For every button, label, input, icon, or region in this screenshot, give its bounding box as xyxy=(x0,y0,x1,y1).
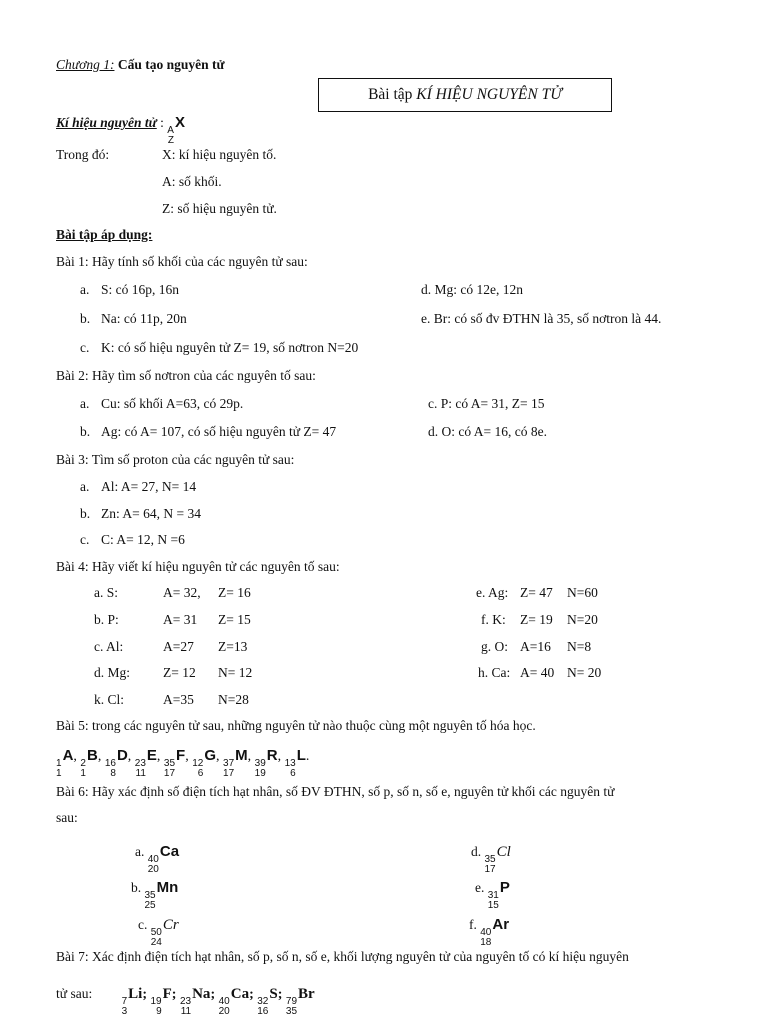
mass-number-letter: A xyxy=(167,125,174,136)
bai6-item xyxy=(135,840,179,875)
bai6-item xyxy=(475,876,510,911)
bai2-item: a. xyxy=(80,396,90,411)
bai6-marker: f. xyxy=(469,917,477,932)
separator: , xyxy=(73,749,81,764)
bai5-title: Bài 5: trong các nguyên tử sau, những nguyên tử nào thuộc cùng một nguyên tố hóa học. xyxy=(56,718,536,733)
box-title-prefix: Bài tập xyxy=(368,86,417,103)
separator: , xyxy=(185,749,193,764)
bai3-item: a. xyxy=(80,479,90,494)
bai4-cell: N= 12 xyxy=(218,665,253,680)
bai4-cell: Z= 15 xyxy=(218,612,251,627)
bai2-item: c. P: có A= 31, Z= 15 xyxy=(428,396,545,411)
bai2-item-text: Ag: có A= 107, có số hiệu nguyên tử Z= 47 xyxy=(101,424,337,439)
atomic-number-letter: Z xyxy=(167,135,174,146)
bai2-title: Bài 2: Hãy tìm số nơtron của các nguyên tố sau: xyxy=(56,368,316,383)
bai6-marker: a. xyxy=(135,844,145,859)
nuclide-cl: 35 17 Cl xyxy=(484,844,511,875)
bai6-marker: d. xyxy=(471,844,482,859)
bai6-item xyxy=(131,876,178,911)
box-title-emph: KÍ HIỆU NGUYÊN TỬ xyxy=(416,86,562,103)
bai6-marker: b. xyxy=(131,880,142,895)
bai6-item xyxy=(471,840,511,875)
bai4-cell: e. Ag: xyxy=(476,585,509,600)
bai6-item xyxy=(469,913,509,948)
bai2-item: d. O: có A= 16, có 8e. xyxy=(428,424,547,439)
bai4-cell: f. K: xyxy=(481,612,506,627)
bai7-title: Bài 7: Xác định điện tích hạt nhân, số p, số n, số e, khối lượng nguyên tử của nguyên tố có kí hiệu nguyên xyxy=(56,949,629,964)
separator: , xyxy=(127,749,135,764)
nuclide-ar: 40 18 Ar xyxy=(480,916,510,948)
bai7-lead: tử sau: xyxy=(56,986,93,1001)
nuclide-s: 32 16 S xyxy=(257,986,278,1017)
separator: , xyxy=(97,749,105,764)
separator: ; xyxy=(277,987,286,1002)
bai4-cell: A= 40 xyxy=(520,665,555,680)
bai4-cell: Z= 12 xyxy=(163,665,196,680)
nuclide-br: 79 35 Br xyxy=(285,986,315,1017)
bai4-cell: A= 31 xyxy=(163,612,198,627)
bai6-marker: e. xyxy=(475,880,485,895)
separator: , xyxy=(277,749,285,764)
bai4-title: Bài 4: Hãy viết kí hiệu nguyên tử các nguyên tố sau: xyxy=(56,559,340,574)
bai1-item-text: Na: có 11p, 20n xyxy=(101,311,187,326)
nuclide-g: 12 6 G xyxy=(192,747,217,779)
bai4-cell: A=35 xyxy=(163,692,194,707)
bai3-title: Bài 3: Tìm số proton của các nguyên tử sau: xyxy=(56,452,295,467)
bai2-item-text: Cu: số khối A=63, có 29p. xyxy=(101,396,244,411)
nuclide-ca: 40 20 Ca xyxy=(218,986,250,1017)
bai4-cell: g. O: xyxy=(481,639,508,654)
bai4-cell: Z=13 xyxy=(218,639,248,654)
bai7-line xyxy=(56,982,315,1017)
bai4-cell: k. Cl: xyxy=(94,692,125,707)
bai4-cell: A= 32, xyxy=(163,585,201,600)
where-label: Trong đó: xyxy=(56,147,110,162)
nuclide-b: 2 1 B xyxy=(80,747,98,779)
bai4-cell: h. Ca: xyxy=(478,665,511,680)
symbol-label: Kí hiệu nguyên tử xyxy=(56,115,157,130)
bai4-cell: a. S: xyxy=(94,585,119,600)
bai1-item: c. xyxy=(80,340,90,355)
bai3-item: c. xyxy=(80,532,90,547)
chapter-title: Cấu tạo nguyên tử xyxy=(117,57,225,72)
bai4-cell: N=60 xyxy=(567,585,598,600)
nuclide-li: 7 3 Li xyxy=(121,986,143,1017)
bai1-item-text: K: có số hiệu nguyên tử Z= 19, số nơtron N=20 xyxy=(101,340,359,355)
bai4-cell: Z= 19 xyxy=(520,612,553,627)
bai3-item-text: Al: A= 27, N= 14 xyxy=(101,479,197,494)
nuclide-ca: 40 20 Ca xyxy=(147,843,180,875)
chapter-label: Chương 1: xyxy=(56,57,115,72)
bai4-cell: N=8 xyxy=(567,639,592,654)
bai1-title: Bài 1: Hãy tính số khối của các nguyên tử sau: xyxy=(56,254,308,269)
bai6-item xyxy=(138,913,179,948)
bai7-nuclide-list xyxy=(121,986,315,1017)
bai4-cell: N= 20 xyxy=(567,665,602,680)
def-z: Z: số hiệu nguyên tử. xyxy=(162,201,277,216)
separator: , xyxy=(247,749,255,764)
bai3-item: b. xyxy=(80,506,91,521)
separator: ; xyxy=(249,987,258,1002)
generic-nuclide xyxy=(167,112,185,146)
bai1-item-text: S: có 16p, 16n xyxy=(101,282,180,297)
separator: , xyxy=(216,749,224,764)
bai3-item-text: Zn: A= 64, N = 34 xyxy=(101,506,201,521)
bai1-item: a. xyxy=(80,282,90,297)
bai4-cell: d. Mg: xyxy=(94,665,131,680)
nuclide-p: 31 15 P xyxy=(487,879,510,911)
separator: , xyxy=(156,749,164,764)
nuclide-cr: 50 24 Cr xyxy=(150,917,179,948)
bai1-item: d. Mg: có 12e, 12n xyxy=(421,282,523,297)
nuclide-m: 37 17 M xyxy=(223,747,248,779)
nuclide-f: 19 9 F xyxy=(150,986,172,1017)
bai1-item: b. xyxy=(80,311,91,326)
bai4-cell: c. Al: xyxy=(94,639,124,654)
bai4-cell: Z= 47 xyxy=(520,585,553,600)
symbol-colon: : xyxy=(160,115,164,130)
exercise-title-box xyxy=(318,78,612,112)
nuclide-na: 23 11 Na xyxy=(179,986,211,1017)
bai6-marker: c. xyxy=(138,917,148,932)
nuclide-e: 23 11 E xyxy=(134,747,157,779)
bai2-item: b. xyxy=(80,424,91,439)
nuclide-d: 16 8 D xyxy=(104,747,128,779)
nuclide-r: 39 19 R xyxy=(254,747,278,779)
bai4-cell: A=27 xyxy=(163,639,194,654)
bai4-cell: A=16 xyxy=(520,639,551,654)
separator: ; xyxy=(210,987,219,1002)
bai4-cell: Z= 16 xyxy=(218,585,251,600)
bai1-item: e. Br: có số đv ĐTHN là 35, số nơtron là 44. xyxy=(421,311,662,326)
element-letter: X xyxy=(174,114,185,131)
separator: . xyxy=(305,749,310,764)
nuclide-mn: 35 25 Mn xyxy=(144,879,179,911)
separator: ; xyxy=(142,987,151,1002)
chapter-heading xyxy=(56,56,225,74)
separator: ; xyxy=(171,987,180,1002)
bai4-cell: N=28 xyxy=(218,692,249,707)
def-x: X: kí hiệu nguyên tố. xyxy=(162,147,277,162)
nuclide-f: 35 17 F xyxy=(163,747,186,779)
nuclide-l: 13 6 L xyxy=(284,747,306,779)
nuclide-a: 1 1 A xyxy=(56,747,74,779)
bai4-cell: b. P: xyxy=(94,612,119,627)
bai5-nuclide-list xyxy=(56,744,309,779)
bai6-title-line2: sau: xyxy=(56,810,78,825)
practice-heading: Bài tập áp dụng: xyxy=(56,227,153,242)
def-a: A: số khối. xyxy=(162,174,222,189)
bai4-cell: N=20 xyxy=(567,612,598,627)
bai6-title-line1: Bài 6: Hãy xác định số điện tích hạt nhân, số ĐV ĐTHN, số p, số n, số e, nguyên tử khối các nguyên tử xyxy=(56,784,615,799)
symbol-definition xyxy=(56,112,185,146)
bai3-item-text: C: A= 12, N =6 xyxy=(101,532,185,547)
